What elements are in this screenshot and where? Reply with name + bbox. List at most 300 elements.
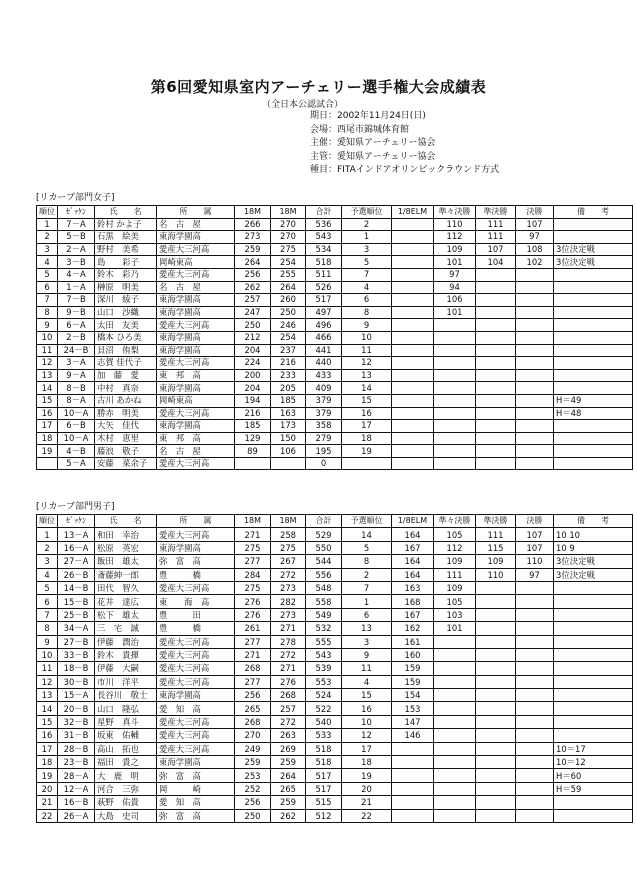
cell-semifinal bbox=[476, 420, 516, 433]
cell-elim-1-8 bbox=[392, 268, 434, 281]
cell-final bbox=[516, 331, 554, 344]
cell-club: 愛産大三河高 bbox=[157, 635, 235, 648]
cell-semifinal bbox=[476, 281, 516, 294]
cell-semifinal bbox=[476, 756, 516, 769]
cell-semifinal bbox=[476, 306, 516, 319]
cell-total: 548 bbox=[306, 581, 342, 594]
cell-bib: 6－B bbox=[58, 420, 95, 433]
cell-club: 東海学園高 bbox=[157, 756, 235, 769]
cell-total: 543 bbox=[306, 648, 342, 661]
cell-club: 東海学園高 bbox=[157, 382, 235, 395]
cell-semifinal bbox=[476, 445, 516, 458]
table-row bbox=[37, 608, 633, 621]
cell-bib: 33－B bbox=[58, 648, 95, 661]
cell-score-2: 246 bbox=[271, 319, 306, 332]
cell-club: 愛産大三河高 bbox=[157, 715, 235, 728]
table-row bbox=[37, 319, 633, 332]
document-subtitle: （全日本公認試合） bbox=[262, 100, 344, 110]
cell-final bbox=[516, 432, 554, 445]
cell-quarterfinal bbox=[434, 729, 476, 742]
cell-remarks: H＝48 bbox=[554, 407, 633, 420]
cell-bib: 8－B bbox=[58, 382, 95, 395]
cell-bib: 16－B bbox=[58, 796, 95, 809]
cell-club: 東海学園高 bbox=[157, 689, 235, 702]
cell-name: 島 彩子 bbox=[95, 256, 157, 269]
cell-semifinal bbox=[476, 357, 516, 370]
cell-quarterfinal bbox=[434, 702, 476, 715]
cell-quarterfinal: 101 bbox=[434, 256, 476, 269]
header-quarterfinal: 準々決勝 bbox=[434, 515, 476, 528]
cell-semifinal bbox=[476, 796, 516, 809]
cell-quarterfinal: 94 bbox=[434, 281, 476, 294]
table-row bbox=[37, 568, 633, 581]
cell-bib: 15－B bbox=[58, 595, 95, 608]
cell-name: 長谷川 敬士 bbox=[95, 689, 157, 702]
cell-final bbox=[516, 369, 554, 382]
cell-name: 鈴木 彩乃 bbox=[95, 268, 157, 281]
table-row bbox=[37, 622, 633, 635]
cell-bib: 24－B bbox=[58, 344, 95, 357]
cell-qual-rank: 16 bbox=[342, 702, 392, 715]
cell-semifinal: 111 bbox=[476, 218, 516, 231]
cell-semifinal bbox=[476, 394, 516, 407]
cell-score-1: 129 bbox=[235, 432, 271, 445]
cell-bib: 34－A bbox=[58, 622, 95, 635]
cell-semifinal: 111 bbox=[476, 231, 516, 244]
cell-score-1: 276 bbox=[235, 595, 271, 608]
cell-elim-1-8 bbox=[392, 796, 434, 809]
cell-qual-rank: 5 bbox=[342, 541, 392, 554]
cell-remarks: H＝59 bbox=[554, 782, 633, 795]
cell-elim-1-8 bbox=[392, 809, 434, 822]
cell-final bbox=[516, 675, 554, 688]
cell-bib: 15－A bbox=[58, 689, 95, 702]
cell-semifinal: 115 bbox=[476, 541, 516, 554]
cell-club: 名 古 屋 bbox=[157, 445, 235, 458]
cell-qual-rank: 13 bbox=[342, 622, 392, 635]
cell-qual-rank: 10 bbox=[342, 331, 392, 344]
cell-rank: 17 bbox=[37, 420, 58, 433]
cell-total: 549 bbox=[306, 608, 342, 621]
cell-score-2: 106 bbox=[271, 445, 306, 458]
cell-rank: 1 bbox=[37, 218, 58, 231]
cell-qual-rank: 16 bbox=[342, 407, 392, 420]
cell-club: 東海学園高 bbox=[157, 331, 235, 344]
cell-score-1: 262 bbox=[235, 281, 271, 294]
cell-rank: 6 bbox=[37, 595, 58, 608]
cell-final: 107 bbox=[516, 528, 554, 541]
cell-quarterfinal bbox=[434, 675, 476, 688]
cell-elim-1-8 bbox=[392, 420, 434, 433]
cell-semifinal bbox=[476, 622, 516, 635]
cell-score-2: 254 bbox=[271, 256, 306, 269]
cell-final bbox=[516, 689, 554, 702]
cell-club: 愛産大三河高 bbox=[157, 243, 235, 256]
cell-total: 518 bbox=[306, 256, 342, 269]
cell-bib: 27－A bbox=[58, 555, 95, 568]
cell-score-1: 271 bbox=[235, 528, 271, 541]
women-header-row bbox=[37, 206, 633, 219]
cell-name: 福田 貴之 bbox=[95, 756, 157, 769]
cell-elim-1-8: 164 bbox=[392, 528, 434, 541]
cell-semifinal bbox=[476, 595, 516, 608]
cell-bib: 7－A bbox=[58, 218, 95, 231]
cell-final bbox=[516, 581, 554, 594]
table-row bbox=[37, 407, 633, 420]
cell-bib: 10－A bbox=[58, 432, 95, 445]
cell-remarks bbox=[554, 635, 633, 648]
cell-club: 愛産大三河高 bbox=[157, 457, 235, 470]
cell-total: 512 bbox=[306, 809, 342, 822]
table-row bbox=[37, 432, 633, 445]
info-event: 種目：FITAインドアオリンピックラウンド方式 bbox=[310, 165, 500, 176]
cell-score-2 bbox=[271, 457, 306, 470]
cell-remarks bbox=[554, 369, 633, 382]
cell-score-2: 282 bbox=[271, 595, 306, 608]
cell-name: 勝赤 明美 bbox=[95, 407, 157, 420]
cell-club: 豊 田 bbox=[157, 608, 235, 621]
cell-name: 鈴村 かよ子 bbox=[95, 218, 157, 231]
cell-club: 名 古 屋 bbox=[157, 218, 235, 231]
cell-elim-1-8 bbox=[392, 294, 434, 307]
cell-club: 東 邦 高 bbox=[157, 432, 235, 445]
cell-remarks bbox=[554, 675, 633, 688]
info-venue: 会場：西尾市錦城体育館 bbox=[310, 124, 410, 135]
cell-remarks: 3位決定戦 bbox=[554, 568, 633, 581]
cell-remarks: 3位決定戦 bbox=[554, 555, 633, 568]
cell-score-2: 163 bbox=[271, 407, 306, 420]
cell-elim-1-8: 154 bbox=[392, 689, 434, 702]
cell-score-1: 275 bbox=[235, 581, 271, 594]
cell-bib: 20－B bbox=[58, 702, 95, 715]
cell-qual-rank: 7 bbox=[342, 268, 392, 281]
cell-club: 弥 富 高 bbox=[157, 809, 235, 822]
cell-score-2: 258 bbox=[271, 528, 306, 541]
cell-elim-1-8 bbox=[392, 319, 434, 332]
cell-rank: 10 bbox=[37, 331, 58, 344]
cell-semifinal: 104 bbox=[476, 256, 516, 269]
cell-qual-rank: 8 bbox=[342, 555, 392, 568]
cell-bib: 18－B bbox=[58, 662, 95, 675]
cell-qual-rank: 11 bbox=[342, 344, 392, 357]
cell-score-1: 284 bbox=[235, 568, 271, 581]
cell-rank: 5 bbox=[37, 268, 58, 281]
men-header-row bbox=[37, 515, 633, 528]
cell-name: 伊藤 潤治 bbox=[95, 635, 157, 648]
cell-rank: 2 bbox=[37, 541, 58, 554]
cell-club: 岡 崎 bbox=[157, 782, 235, 795]
cell-quarterfinal: 103 bbox=[434, 608, 476, 621]
cell-quarterfinal bbox=[434, 394, 476, 407]
cell-name: 高山 拓也 bbox=[95, 742, 157, 755]
cell-remarks: 10 9 bbox=[554, 541, 633, 554]
cell-quarterfinal: 97 bbox=[434, 268, 476, 281]
cell-elim-1-8: 146 bbox=[392, 729, 434, 742]
cell-score-1: 277 bbox=[235, 675, 271, 688]
cell-club: 東 邦 高 bbox=[157, 369, 235, 382]
cell-score-1: 247 bbox=[235, 306, 271, 319]
table-row bbox=[37, 294, 633, 307]
table-row bbox=[37, 782, 633, 795]
cell-club: 愛産大三河高 bbox=[157, 729, 235, 742]
cell-rank: 8 bbox=[37, 622, 58, 635]
cell-bib: 12－A bbox=[58, 782, 95, 795]
cell-club: 岡崎東高 bbox=[157, 256, 235, 269]
cell-final bbox=[516, 457, 554, 470]
table-row bbox=[37, 306, 633, 319]
header-elim-1-8: 1/8ELM bbox=[392, 515, 434, 528]
cell-remarks bbox=[554, 357, 633, 370]
cell-qual-rank: 11 bbox=[342, 662, 392, 675]
table-row bbox=[37, 231, 633, 244]
cell-score-2: 264 bbox=[271, 769, 306, 782]
cell-bib: 2－B bbox=[58, 331, 95, 344]
cell-qual-rank: 18 bbox=[342, 432, 392, 445]
cell-club: 豊 橋 bbox=[157, 568, 235, 581]
cell-name: 松原 英宏 bbox=[95, 541, 157, 554]
cell-final bbox=[516, 769, 554, 782]
cell-qual-rank bbox=[342, 457, 392, 470]
cell-club: 愛産大三河高 bbox=[157, 648, 235, 661]
cell-qual-rank: 3 bbox=[342, 635, 392, 648]
cell-score-1: 257 bbox=[235, 294, 271, 307]
cell-score-1: 259 bbox=[235, 243, 271, 256]
cell-quarterfinal bbox=[434, 457, 476, 470]
cell-name: 大島 史司 bbox=[95, 809, 157, 822]
table-row bbox=[37, 243, 633, 256]
cell-qual-rank: 2 bbox=[342, 568, 392, 581]
cell-final: 107 bbox=[516, 541, 554, 554]
cell-bib: 5－A bbox=[58, 457, 95, 470]
cell-quarterfinal bbox=[434, 689, 476, 702]
cell-total: 517 bbox=[306, 782, 342, 795]
cell-score-1: 204 bbox=[235, 344, 271, 357]
cell-score-2: 275 bbox=[271, 541, 306, 554]
cell-score-2: 250 bbox=[271, 306, 306, 319]
header-score-2: 18M bbox=[271, 206, 306, 219]
cell-semifinal bbox=[476, 407, 516, 420]
table-row bbox=[37, 702, 633, 715]
cell-elim-1-8 bbox=[392, 382, 434, 395]
cell-final bbox=[516, 622, 554, 635]
cell-rank: 2 bbox=[37, 231, 58, 244]
cell-elim-1-8 bbox=[392, 407, 434, 420]
cell-qual-rank: 6 bbox=[342, 608, 392, 621]
cell-club: 弥 富 高 bbox=[157, 769, 235, 782]
cell-semifinal: 110 bbox=[476, 568, 516, 581]
cell-score-2: 237 bbox=[271, 344, 306, 357]
cell-score-2: 264 bbox=[271, 281, 306, 294]
cell-elim-1-8 bbox=[392, 769, 434, 782]
cell-quarterfinal bbox=[434, 756, 476, 769]
cell-qual-rank: 17 bbox=[342, 742, 392, 755]
cell-quarterfinal bbox=[434, 742, 476, 755]
cell-club: 愛 知 高 bbox=[157, 796, 235, 809]
cell-qual-rank: 14 bbox=[342, 382, 392, 395]
cell-score-2: 271 bbox=[271, 662, 306, 675]
cell-quarterfinal: 105 bbox=[434, 528, 476, 541]
cell-rank bbox=[37, 457, 58, 470]
cell-remarks bbox=[554, 796, 633, 809]
cell-elim-1-8 bbox=[392, 306, 434, 319]
cell-name: 榊原 明美 bbox=[95, 281, 157, 294]
cell-rank: 9 bbox=[37, 635, 58, 648]
cell-club: 岡崎東高 bbox=[157, 394, 235, 407]
cell-qual-rank: 1 bbox=[342, 231, 392, 244]
cell-semifinal: 109 bbox=[476, 555, 516, 568]
header-rank: 順位 bbox=[37, 206, 58, 219]
cell-quarterfinal bbox=[434, 369, 476, 382]
cell-semifinal bbox=[476, 702, 516, 715]
cell-rank: 5 bbox=[37, 581, 58, 594]
cell-bib: 32－B bbox=[58, 715, 95, 728]
cell-rank: 8 bbox=[37, 306, 58, 319]
cell-bib: 10－A bbox=[58, 407, 95, 420]
cell-total: 555 bbox=[306, 635, 342, 648]
cell-rank: 11 bbox=[37, 344, 58, 357]
cell-name: 太田 友美 bbox=[95, 319, 157, 332]
men-results-table bbox=[36, 514, 633, 823]
cell-elim-1-8: 160 bbox=[392, 648, 434, 661]
table-row bbox=[37, 742, 633, 755]
cell-name: 大矢 佳代 bbox=[95, 420, 157, 433]
cell-name: 鈴木 貴揮 bbox=[95, 648, 157, 661]
cell-name: 斎藤紳一郎 bbox=[95, 568, 157, 581]
cell-qual-rank: 22 bbox=[342, 809, 392, 822]
header-bib: ｾﾞｯｹﾝ bbox=[58, 515, 95, 528]
cell-club: 東海学園高 bbox=[157, 306, 235, 319]
cell-score-2: 233 bbox=[271, 369, 306, 382]
cell-club: 豊 橋 bbox=[157, 622, 235, 635]
cell-remarks bbox=[554, 231, 633, 244]
cell-score-1: 268 bbox=[235, 662, 271, 675]
table-row bbox=[37, 555, 633, 568]
cell-remarks bbox=[554, 457, 633, 470]
cell-qual-rank: 13 bbox=[342, 369, 392, 382]
cell-qual-rank: 14 bbox=[342, 528, 392, 541]
cell-name: 大 鹿 明 bbox=[95, 769, 157, 782]
table-row bbox=[37, 796, 633, 809]
cell-remarks: 10＝12 bbox=[554, 756, 633, 769]
cell-quarterfinal bbox=[434, 357, 476, 370]
cell-final bbox=[516, 357, 554, 370]
cell-elim-1-8 bbox=[392, 756, 434, 769]
table-row bbox=[37, 357, 633, 370]
cell-final bbox=[516, 344, 554, 357]
cell-elim-1-8 bbox=[392, 331, 434, 344]
cell-total: 540 bbox=[306, 715, 342, 728]
header-score-1: 18M bbox=[235, 206, 271, 219]
cell-rank: 22 bbox=[37, 809, 58, 822]
cell-bib: 2－A bbox=[58, 243, 95, 256]
cell-final: 97 bbox=[516, 568, 554, 581]
cell-final: 97 bbox=[516, 231, 554, 244]
cell-quarterfinal bbox=[434, 809, 476, 822]
cell-total: 532 bbox=[306, 622, 342, 635]
cell-semifinal bbox=[476, 729, 516, 742]
cell-remarks bbox=[554, 662, 633, 675]
cell-semifinal bbox=[476, 294, 516, 307]
cell-name: 和田 幸治 bbox=[95, 528, 157, 541]
cell-remarks bbox=[554, 581, 633, 594]
cell-final bbox=[516, 782, 554, 795]
cell-score-2: 205 bbox=[271, 382, 306, 395]
cell-total: 518 bbox=[306, 756, 342, 769]
cell-score-1: 256 bbox=[235, 268, 271, 281]
cell-quarterfinal bbox=[434, 407, 476, 420]
cell-total: 536 bbox=[306, 218, 342, 231]
table-row bbox=[37, 635, 633, 648]
cell-score-1: 270 bbox=[235, 729, 271, 742]
cell-bib: 4－B bbox=[58, 445, 95, 458]
event-info bbox=[310, 110, 499, 178]
cell-quarterfinal: 101 bbox=[434, 622, 476, 635]
cell-score-1: 252 bbox=[235, 782, 271, 795]
cell-qual-rank: 7 bbox=[342, 581, 392, 594]
cell-score-2: 270 bbox=[271, 231, 306, 244]
cell-elim-1-8: 161 bbox=[392, 635, 434, 648]
cell-total: 195 bbox=[306, 445, 342, 458]
cell-total: 543 bbox=[306, 231, 342, 244]
cell-final bbox=[516, 407, 554, 420]
cell-score-2: 259 bbox=[271, 796, 306, 809]
cell-total: 440 bbox=[306, 357, 342, 370]
cell-elim-1-8: 164 bbox=[392, 568, 434, 581]
cell-remarks: H＝49 bbox=[554, 394, 633, 407]
cell-rank: 14 bbox=[37, 702, 58, 715]
cell-score-2: 257 bbox=[271, 702, 306, 715]
cell-total: 433 bbox=[306, 369, 342, 382]
cell-rank: 11 bbox=[37, 662, 58, 675]
cell-remarks: 10＝17 bbox=[554, 742, 633, 755]
cell-rank: 19 bbox=[37, 769, 58, 782]
cell-score-2: 150 bbox=[271, 432, 306, 445]
cell-qual-rank: 19 bbox=[342, 445, 392, 458]
cell-rank: 4 bbox=[37, 568, 58, 581]
cell-rank: 16 bbox=[37, 729, 58, 742]
cell-name: 貝沼 侑梨 bbox=[95, 344, 157, 357]
cell-score-2: 273 bbox=[271, 608, 306, 621]
cell-rank: 3 bbox=[37, 243, 58, 256]
cell-bib: 3－B bbox=[58, 256, 95, 269]
cell-remarks bbox=[554, 306, 633, 319]
cell-score-2: 268 bbox=[271, 689, 306, 702]
cell-remarks bbox=[554, 344, 633, 357]
cell-elim-1-8: 168 bbox=[392, 595, 434, 608]
cell-remarks bbox=[554, 595, 633, 608]
cell-quarterfinal: 109 bbox=[434, 243, 476, 256]
cell-total: 517 bbox=[306, 294, 342, 307]
cell-name: 中村 真奈 bbox=[95, 382, 157, 395]
cell-club: 東海学園高 bbox=[157, 231, 235, 244]
cell-rank: 9 bbox=[37, 319, 58, 332]
cell-name: 古川 あかね bbox=[95, 394, 157, 407]
cell-rank: 17 bbox=[37, 742, 58, 755]
cell-total: 466 bbox=[306, 331, 342, 344]
cell-score-2: 273 bbox=[271, 581, 306, 594]
cell-remarks bbox=[554, 319, 633, 332]
cell-qual-rank: 10 bbox=[342, 715, 392, 728]
cell-score-2: 259 bbox=[271, 756, 306, 769]
cell-score-1: 250 bbox=[235, 319, 271, 332]
cell-qual-rank: 4 bbox=[342, 675, 392, 688]
cell-score-1: 216 bbox=[235, 407, 271, 420]
cell-rank: 13 bbox=[37, 689, 58, 702]
cell-total: 515 bbox=[306, 796, 342, 809]
cell-bib: 1－A bbox=[58, 281, 95, 294]
table-row bbox=[37, 595, 633, 608]
cell-bib: 26－B bbox=[58, 568, 95, 581]
